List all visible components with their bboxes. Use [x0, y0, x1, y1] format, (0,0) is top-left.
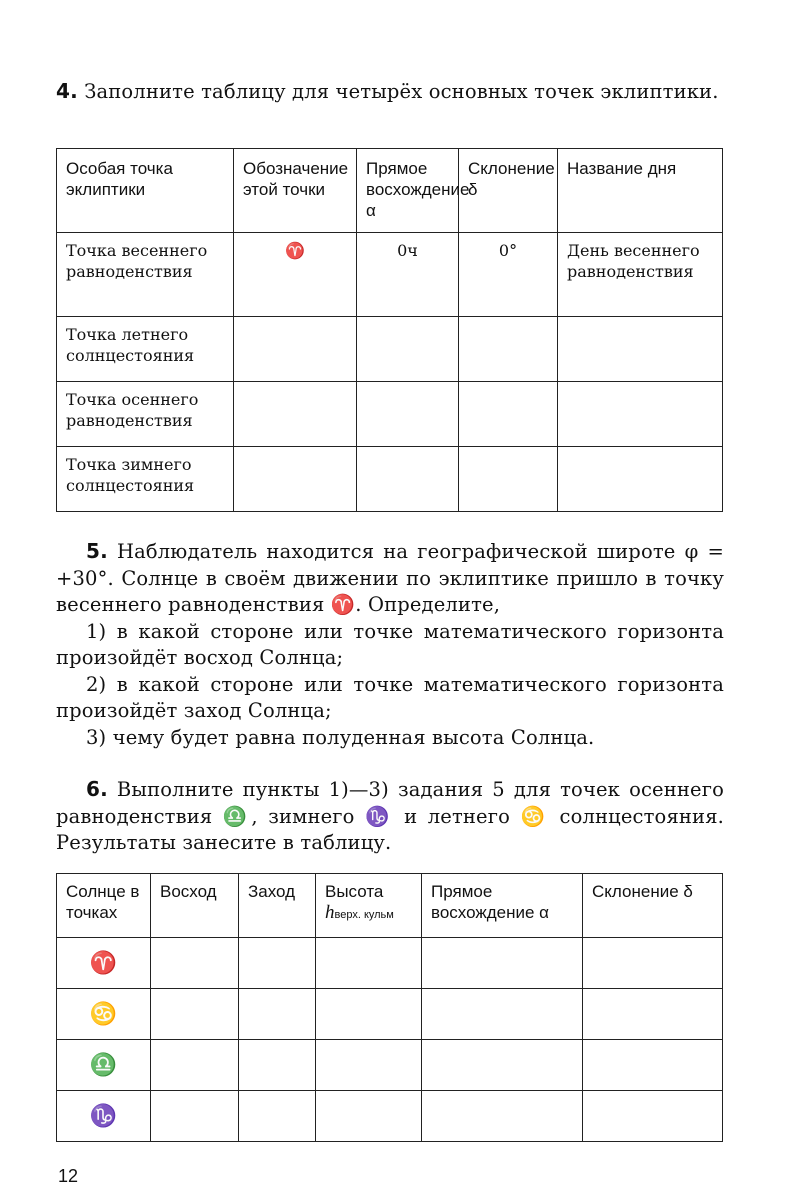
header-sunset: Заход [239, 874, 316, 938]
table-row [57, 233, 723, 317]
cell-right-ascension: 0ч [357, 233, 459, 317]
task-6-text [56, 776, 724, 857]
cell-declination[interactable] [459, 317, 558, 382]
cell-declination: 0° [459, 233, 558, 317]
cell-right-ascension[interactable] [422, 1091, 583, 1142]
header-sunrise: Восход [151, 874, 239, 938]
cell-right-ascension[interactable] [422, 1040, 583, 1091]
libra-icon: ♎ [57, 1040, 151, 1091]
aries-icon: ♈ [57, 938, 151, 989]
header-special-point: Особая точка эклиптики [57, 149, 234, 233]
cell-sunset[interactable] [239, 1040, 316, 1091]
cancer-icon: ♋ [57, 989, 151, 1040]
cell-declination[interactable] [583, 989, 723, 1040]
cell-sunset[interactable] [239, 938, 316, 989]
cell-day-name[interactable] [558, 317, 723, 382]
cell-declination[interactable] [583, 1040, 723, 1091]
task-5-intro [56, 538, 724, 619]
task-6 [56, 776, 724, 857]
cell-right-ascension[interactable] [422, 938, 583, 989]
ecliptic-points-table [56, 148, 723, 512]
cell-day-name[interactable] [558, 382, 723, 447]
cell-sunset[interactable] [239, 989, 316, 1040]
task-4-text [56, 78, 724, 106]
table-row [57, 317, 723, 382]
task-4-number: 4. [56, 79, 78, 103]
cell-designation[interactable] [234, 382, 357, 447]
cell-designation[interactable] [234, 447, 357, 512]
cell-sunset[interactable] [239, 1091, 316, 1142]
task-4-body: Заполните таблицу для четырёх основных точек эклиптики. [84, 80, 719, 103]
cell-point: Точка летнего солнцестояния [57, 317, 234, 382]
cell-sunrise[interactable] [151, 989, 239, 1040]
capricorn-icon: ♑ [57, 1091, 151, 1142]
header-right-ascension: Прямое восхождение α [422, 874, 583, 938]
table-row [57, 938, 723, 989]
cell-right-ascension[interactable] [422, 989, 583, 1040]
cell-right-ascension[interactable] [357, 317, 459, 382]
task-5 [56, 538, 724, 751]
header-declination: Склонение δ [459, 149, 558, 233]
task-5-item: 1) в какой стороне или точке математического горизонта произойдёт восход Солнца; [56, 619, 724, 669]
header-height-label: Высота [325, 882, 384, 901]
cell-point: Точка зимнего солнцестояния [57, 447, 234, 512]
sun-points-table [56, 873, 723, 1142]
task-4 [56, 78, 724, 106]
task-5-item: 3) чему будет равна полуденная высота Солнца. [86, 725, 595, 749]
table-row [57, 447, 723, 512]
task-5-number: 5. [86, 539, 108, 563]
header-day-name: Название дня [558, 149, 723, 233]
cell-declination[interactable] [583, 1091, 723, 1142]
cell-sunrise[interactable] [151, 1091, 239, 1142]
cell-declination[interactable] [459, 382, 558, 447]
cell-point: Точка весеннего равноденствия [57, 233, 234, 317]
task-6-number: 6. [86, 777, 108, 801]
page-number: 12 [58, 1166, 79, 1186]
task-6-body: Выполните пункты 1)—3) задания 5 для точек осеннего равноденствия ♎, зимнего ♑ и летнего ♋ солнцестояния. Результаты занесите в таблицу. [56, 778, 724, 854]
header-sun-in-points: Солнце в точках [57, 874, 151, 938]
cell-height[interactable] [316, 1091, 422, 1142]
cell-declination[interactable] [459, 447, 558, 512]
table-row [57, 1040, 723, 1091]
cell-designation[interactable] [234, 317, 357, 382]
height-symbol: h [325, 902, 335, 923]
cell-declination[interactable] [583, 938, 723, 989]
table-row [57, 989, 723, 1040]
cell-height[interactable] [316, 989, 422, 1040]
task-5-body: Наблюдатель находится на географической широте φ = +30°. Солнце в своём движении по эклиптике пришло в точку весеннего равноденствия ♈. Определите, [56, 540, 724, 616]
cell-sunrise[interactable] [151, 938, 239, 989]
cell-sunrise[interactable] [151, 1040, 239, 1091]
cell-right-ascension[interactable] [357, 382, 459, 447]
height-subscript: верх. кульм [334, 909, 394, 921]
header-declination: Склонение δ [583, 874, 723, 938]
cell-day-name[interactable] [558, 447, 723, 512]
cell-right-ascension[interactable] [357, 447, 459, 512]
header-height [316, 874, 422, 938]
task-5-item: 2) в какой стороне или точке математического горизонта произойдёт заход Солнца; [56, 672, 724, 722]
cell-height[interactable] [316, 938, 422, 989]
aries-icon: ♈ [234, 233, 357, 317]
table-row [57, 382, 723, 447]
header-right-ascension: Прямое восхождение α [357, 149, 459, 233]
cell-point: Точка осеннего равноденствия [57, 382, 234, 447]
cell-day-name: День весеннего равноденствия [558, 233, 723, 317]
table-row [57, 1091, 723, 1142]
cell-height[interactable] [316, 1040, 422, 1091]
header-designation: Обозначение этой точки [234, 149, 357, 233]
